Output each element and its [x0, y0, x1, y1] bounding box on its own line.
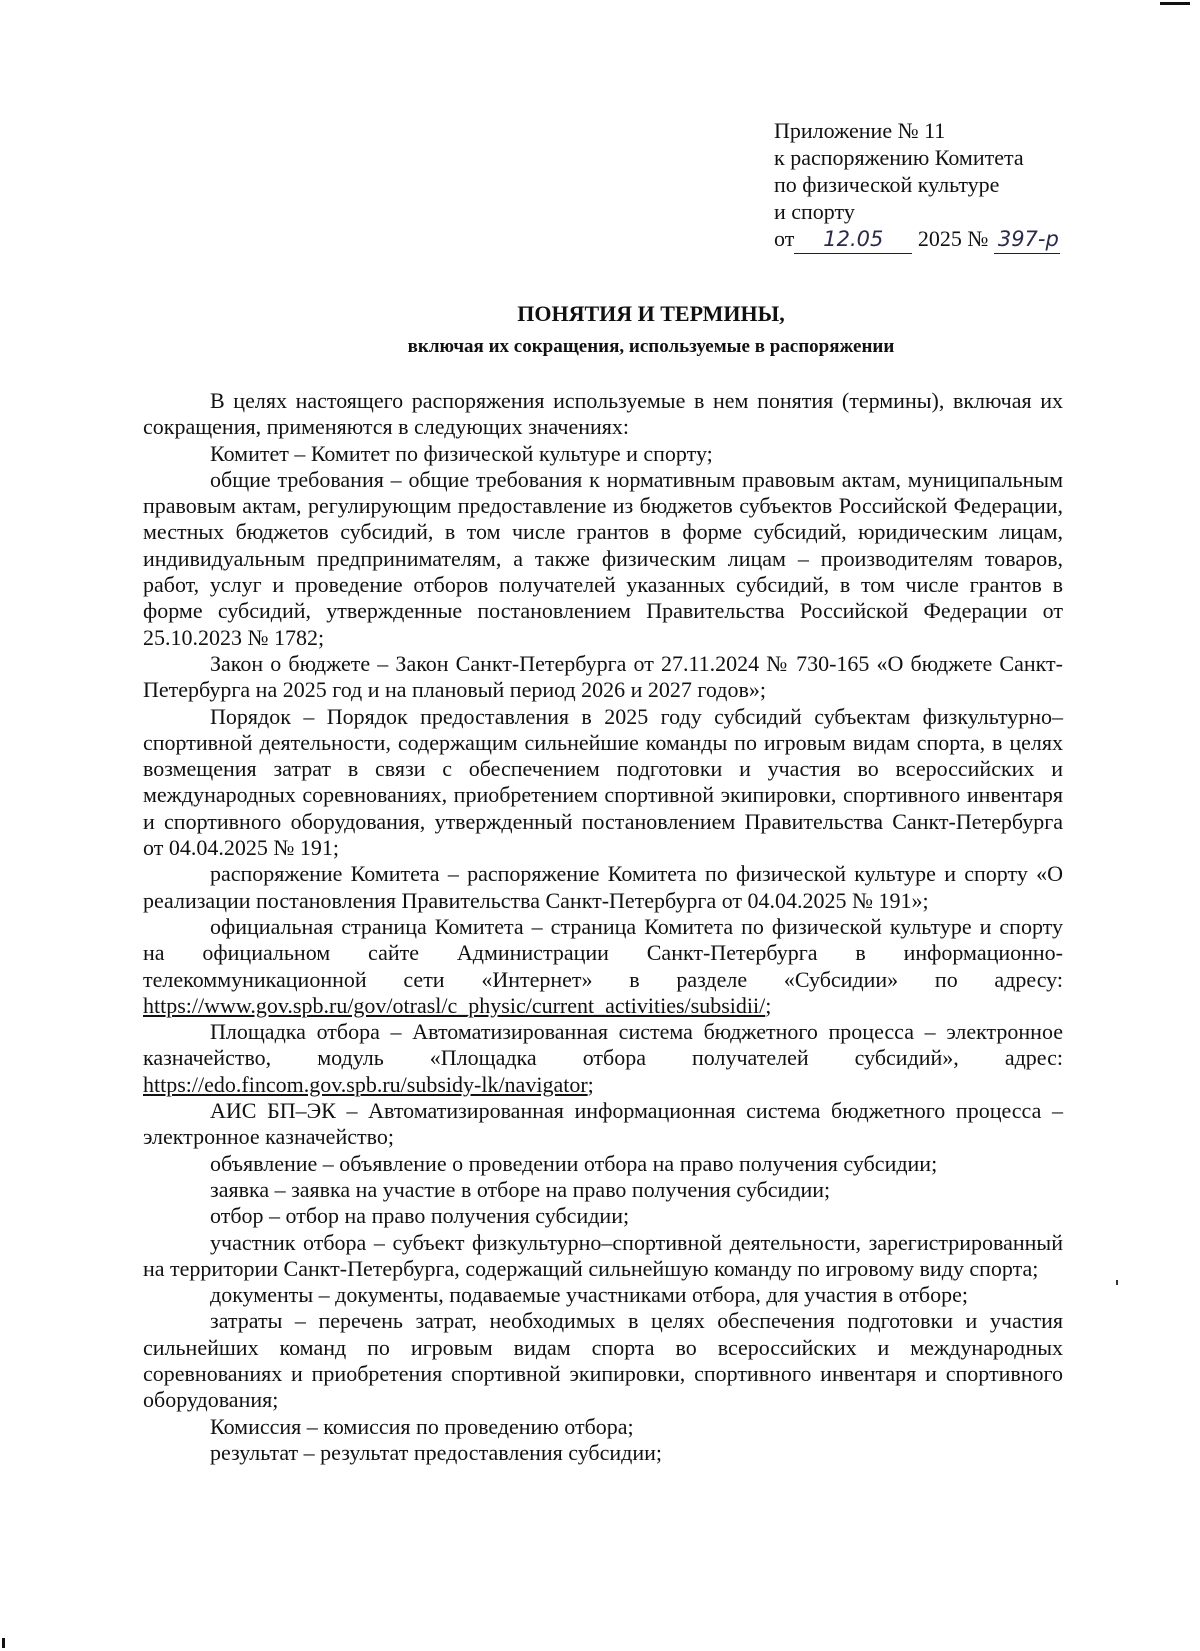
scan-mark-bottom [2, 1638, 5, 1648]
document-subtitle: включая их сокращения, используемые в распоряжении [407, 336, 895, 357]
platform-suffix: ; [587, 1071, 594, 1097]
paragraph: Комиссия – комиссия по проведению отбора; [210, 1413, 634, 1439]
appendix-line: Приложение № 11 [774, 118, 946, 143]
paragraph: отбор – отбор на право получения субсидии; [210, 1203, 630, 1229]
paragraph: объявление – объявление о проведении отбора на право получения субсидии; [210, 1150, 938, 1176]
paragraph: В целях настоящего распоряжения используемые в нем понятия (термины), включая их сокращения, применяются в следующих значениях: [143, 388, 1063, 440]
scan-mark-top [1160, 2, 1190, 5]
paragraph: результат – результат предоставления субсидии; [210, 1439, 662, 1465]
handwritten-date: 12.05 [794, 226, 912, 254]
appendix-block [774, 117, 1154, 254]
appendix-line: и спорту [774, 199, 855, 224]
appendix-line: к распоряжению Комитета [774, 145, 1024, 170]
paragraph: распоряжение Комитета – распоряжение Комитета по физической культуре и спорту «О реализации постановления Правительства Санкт-Петербурга от 04.04.2025 № 191»; [143, 861, 1063, 913]
year-text: 2025 № [917, 226, 989, 251]
paragraph: Порядок – Порядок предоставления в 2025 году субсидий субъектам физкультурно–спортивной деятельности, содержащим сильнейшие команды по игровым видам спорта, в целях возмещения затрат в связи с обеспечением подготовки и участия во всероссийских и международных соревнованиях, приобретением спортивной экипировки, спортивного инвентаря и спортивного оборудования, утвержденный постановлением Правительства Санкт-Петербурга от 04.04.2025 № 191; [143, 703, 1063, 861]
date-prefix: от [774, 226, 795, 251]
paragraph: Комитет – Комитет по физической культуре и спорту; [210, 440, 713, 466]
paragraph: Закон о бюджете – Закон Санкт-Петербурга от 27.11.2024 № 730-165 «О бюджете Санкт-Петербурга на 2025 год и на плановый период 2026 и 2027 годов»; [143, 650, 1063, 703]
paragraph: затраты – перечень затрат, необходимых в целях обеспечения подготовки и участия сильнейших команд по игровым видам спорта во всероссийских и международных соревнованиях и приобретения спортивной экипировки, спортивного инвентаря и спортивного оборудования; [143, 1308, 1063, 1413]
paragraph-official-page [143, 914, 1063, 1019]
platform-link[interactable]: https://edo.fincom.gov.spb.ru/subsidy-lk/navigator [143, 1071, 588, 1097]
paragraph: заявка – заявка на участие в отборе на право получения субсидии; [210, 1176, 831, 1202]
paragraph: участник отбора – субъект физкультурно–спортивной деятельности, зарегистрированный на территории Санкт-Петербурга, содержащий сильнейшую команду по игровому виду спорта; [143, 1229, 1063, 1281]
paragraph-platform [143, 1019, 1063, 1098]
official-page-suffix: ; [765, 992, 772, 1018]
appendix-date-line [774, 225, 1154, 254]
platform-text: Площадка отбора – Автоматизированная система бюджетного процесса – электронное казначейство, модуль «Площадка отбора получателей субсидий», адрес: [143, 1019, 1063, 1071]
official-page-text: официальная страница Комитета – страница Комитета по физической культуре и спорту на официальном сайте Администрации Санкт-Петербурга в информационно-телекоммуникационной сети «Интернет» в разделе «Субсидии» по адресу: [143, 913, 1063, 992]
appendix-line: по физической культуре [774, 172, 1000, 197]
document-title: ПОНЯТИЯ И ТЕРМИНЫ, [517, 301, 785, 326]
paragraph: документы – документы, подаваемые участниками отбора, для участия в отборе; [210, 1282, 968, 1308]
paragraph: АИС БП–ЭК – Автоматизированная информационная система бюджетного процесса – электронное казначейство; [143, 1098, 1063, 1150]
handwritten-number: 397-р [994, 226, 1060, 254]
official-page-link[interactable]: https://www.gov.spb.ru/gov/otrasl/c_physic/current_activities/subsidii/ [143, 992, 766, 1018]
paragraph: общие требования – общие требования к нормативным правовым актам, муниципальным правовым актам, регулирующим предоставление из бюджетов субъектов Российской Федерации, местных бюджетов субсидий, в том числе грантов в форме субсидий, юридическим лицам, индивидуальным предпринимателям, а также физическим лицам – производителям товаров, работ, услуг и проведение отборов получателей указанных субсидий, в том числе грантов в форме субсидий, утвержденные постановлением Правительства Российской Федерации от 25.10.2023 № 1782; [143, 466, 1063, 650]
scan-speck [1116, 1280, 1118, 1285]
document-body [143, 388, 1063, 1466]
